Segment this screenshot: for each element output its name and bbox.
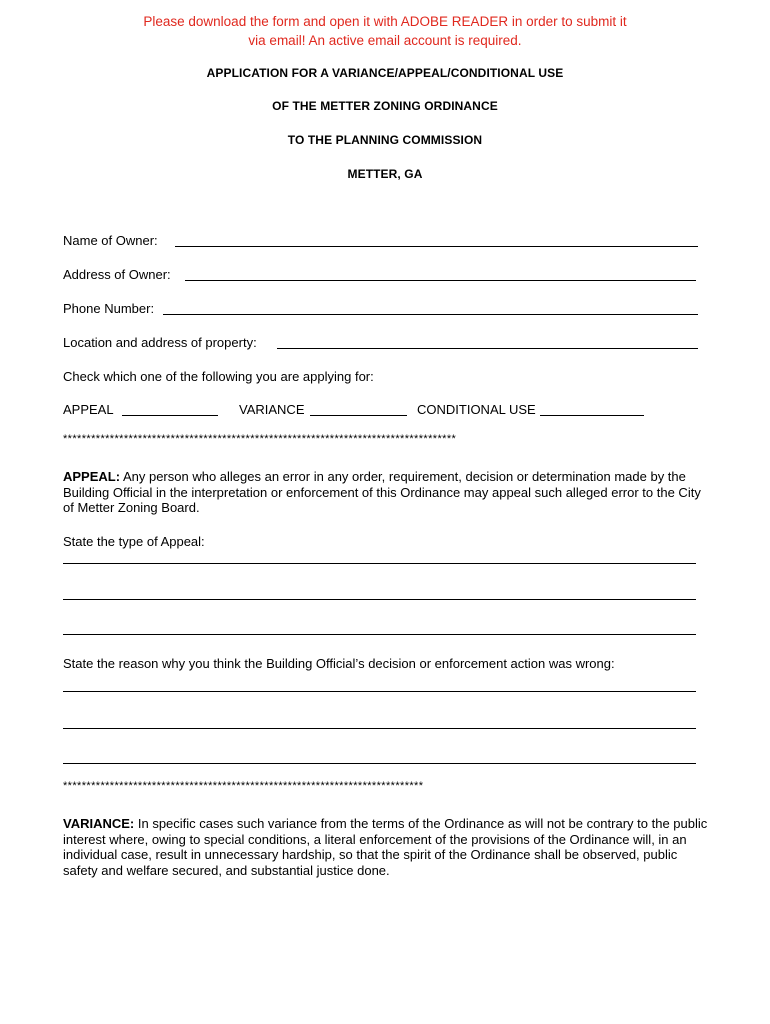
appeal-reason-line-1[interactable] — [63, 691, 696, 692]
variance-title: VARIANCE: — [63, 816, 135, 831]
download-notice — [0, 12, 770, 50]
appeal-paragraph — [63, 469, 708, 516]
location-field[interactable] — [277, 348, 698, 349]
variance-paragraph — [63, 816, 708, 878]
owner-address-field[interactable] — [185, 280, 696, 281]
form-recipient: TO THE PLANNING COMMISSION — [287, 133, 483, 147]
notice-line-2: via email! An active email account is required. — [248, 33, 522, 48]
variance-text: In specific cases such variance from the terms of the Ordinance as will not be contrary to the public interest where, owing to special conditions, a literal enforcement of the provisions of the Ordinance will, in an individual case, result in unnecessary hardship, so that the spirit of the Ordinance shall be observed, public safety and welfare secured, and substantial justice done. — [63, 816, 708, 878]
phone-label: Phone Number: — [63, 301, 155, 316]
form-location: METTER, GA — [347, 167, 423, 181]
form-subtitle: OF THE METTER ZONING ORDINANCE — [272, 99, 498, 113]
appeal-type-line-1[interactable] — [63, 563, 696, 564]
separator-1: ************************************************************************************ — [63, 433, 457, 445]
appeal-option-label: APPEAL — [63, 402, 114, 417]
location-label: Location and address of property: — [63, 335, 257, 350]
appeal-reason-label: State the reason why you think the Building Official’s decision or enforcement action was wrong: — [63, 656, 615, 671]
appeal-type-line-2[interactable] — [63, 599, 696, 600]
conditional-option-label: CONDITIONAL USE — [417, 402, 536, 417]
owner-name-field[interactable] — [175, 246, 698, 247]
separator-2: ***************************************************************************** — [63, 780, 424, 792]
conditional-option-field[interactable] — [540, 415, 644, 416]
variance-option-label: VARIANCE — [239, 402, 305, 417]
phone-field[interactable] — [163, 314, 698, 315]
appeal-type-label: State the type of Appeal: — [63, 534, 205, 549]
appeal-type-line-3[interactable] — [63, 634, 696, 635]
appeal-text: Any person who alleges an error in any order, requirement, decision or determination made by the Building Official in the interpretation or enforcement of this Ordinance may appeal such alleged error to the City of Metter Zoning Board. — [63, 469, 701, 515]
variance-option-field[interactable] — [310, 415, 407, 416]
check-instruction: Check which one of the following you are applying for: — [63, 369, 374, 384]
owner-name-label: Name of Owner: — [63, 233, 158, 248]
appeal-title: APPEAL: — [63, 469, 121, 484]
notice-line-1: Please download the form and open it with ADOBE READER in order to submit it — [143, 14, 627, 29]
owner-address-label: Address of Owner: — [63, 267, 171, 282]
appeal-reason-line-2[interactable] — [63, 728, 696, 729]
appeal-reason-line-3[interactable] — [63, 763, 696, 764]
appeal-option-field[interactable] — [122, 415, 218, 416]
form-title: APPLICATION FOR A VARIANCE/APPEAL/CONDITIONAL USE — [206, 66, 564, 80]
